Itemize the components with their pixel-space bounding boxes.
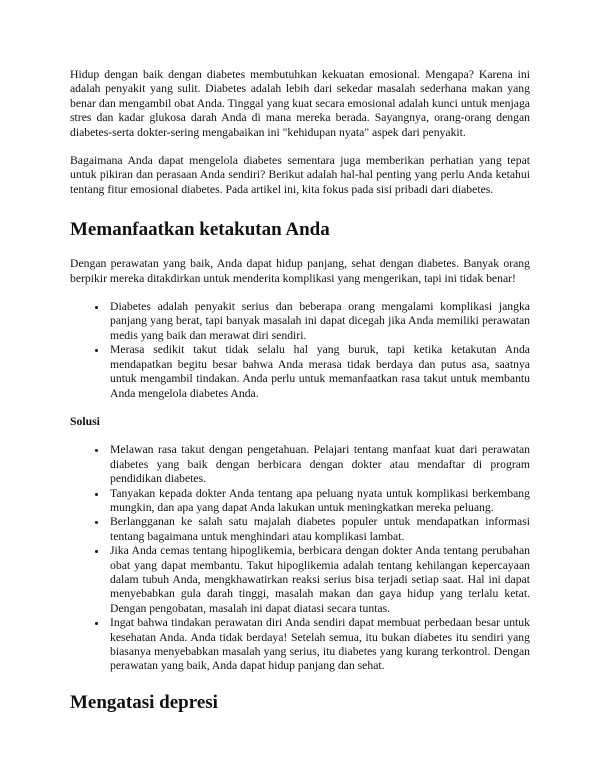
list-item: • Merasa sedikit takut tidak selalu hal yang buruk, tapi ketika ketakutan Anda mendapatkan begitu besar bahwa Anda merasa tidak berdaya dan putus asa, saatnya untuk mengambil tindakan. Anda perlu untuk memanfaatkan rasa takut untuk membantu Anda mengelola diabetes Anda.: [108, 343, 530, 401]
list-item: • Melawan rasa takut dengan pengetahuan. Pelajari tentang manfaat kuat dari perawatan diabetes yang baik dengan berbicara dengan dokter atau mendaftar di program pendidikan diabetes.: [108, 443, 530, 486]
list-item: • Berlangganan ke salah satu majalah diabetes populer untuk mendapatkan informasi tentang bagaimana untuk menghindari atau komplikasi lambat.: [108, 515, 530, 544]
list-item: • Tanyakan kepada dokter Anda tentang apa peluang nyata untuk komplikasi berkembang mungkin, dan apa yang dapat Anda lakukan untuk meningkatkan mereka peluang.: [108, 487, 530, 516]
intro-paragraph-1: Hidup dengan baik dengan diabetes membutuhkan kekuatan emosional. Mengapa? Karena ini adalah penyakit yang sulit. Diabetes adalah lebih dari sekedar masalah sederhana makan yang benar dan mengambil obat Anda. Tinggal yang kuat secara emosional adalah kunci untuk menjaga stres dan kadar glukosa darah Anda di mana mereka berada. Sayangnya, orang-orang dengan diabetes-serta dokter-sering mengabaikan ini "kehidupan nyata" aspek dari penyakit.: [70, 68, 530, 139]
list-item: • Diabetes adalah penyakit serius dan beberapa orang mengalami komplikasi jangka panjang yang berat, tapi banyak masalah ini dapat dicegah jika Anda memiliki perawatan medis yang baik dan merawat diri sendiri.: [108, 300, 530, 343]
solution-label: Solusi: [70, 414, 100, 428]
intro-paragraph-2: Bagaimana Anda dapat mengelola diabetes sementara juga memberikan perhatian yang tepat untuk pikiran dan perasaan Anda sendiri? Berikut adalah hal-hal penting yang perlu Anda ketahui tentang fitur emosional diabetes. Pada artikel ini, kita fokus pada sisi pribadi dari diabetes.: [70, 154, 530, 196]
fear-bullet-list: [70, 300, 530, 401]
solution-bullet-list: [70, 443, 530, 674]
section-heading-depression: Mengatasi depresi: [70, 691, 218, 713]
section-fear-paragraph: Dengan perawatan yang baik, Anda dapat hidup panjang, sehat dengan diabetes. Banyak orang berpikir mereka ditakdirkan untuk menderita komplikasi yang mengerikan, tapi ini tidak benar!: [70, 257, 530, 285]
section-heading-fear: Memanfaatkan ketakutan Anda: [70, 219, 330, 241]
list-item: • Ingat bahwa tindakan perawatan diri Anda sendiri dapat membuat perbedaan besar untuk kesehatan Anda. Anda tidak berdaya! Setelah semua, itu bukan diabetes itu sendiri yang biasanya menyebabkan masalah yang serius, itu diabetes yang kurang terkontrol. Dengan perawatan yang baik, Anda dapat hidup panjang dan sehat.: [108, 616, 530, 674]
list-item: • Jika Anda cemas tentang hipoglikemia, berbicara dengan dokter Anda tentang perubahan obat yang dapat membantu. Takut hipoglikemia adalah tentang kehilangan kepercayaan dalam tubuh Anda, mengkhawatirkan reaksi serius bisa terjadi setiap saat. Hal ini dapat menyebabkan gula darah tinggi, masalah makan dan gaya hidup yang terlalu ketat. Dengan pengobatan, masalah ini dapat diatasi secara tuntas.: [108, 544, 530, 616]
